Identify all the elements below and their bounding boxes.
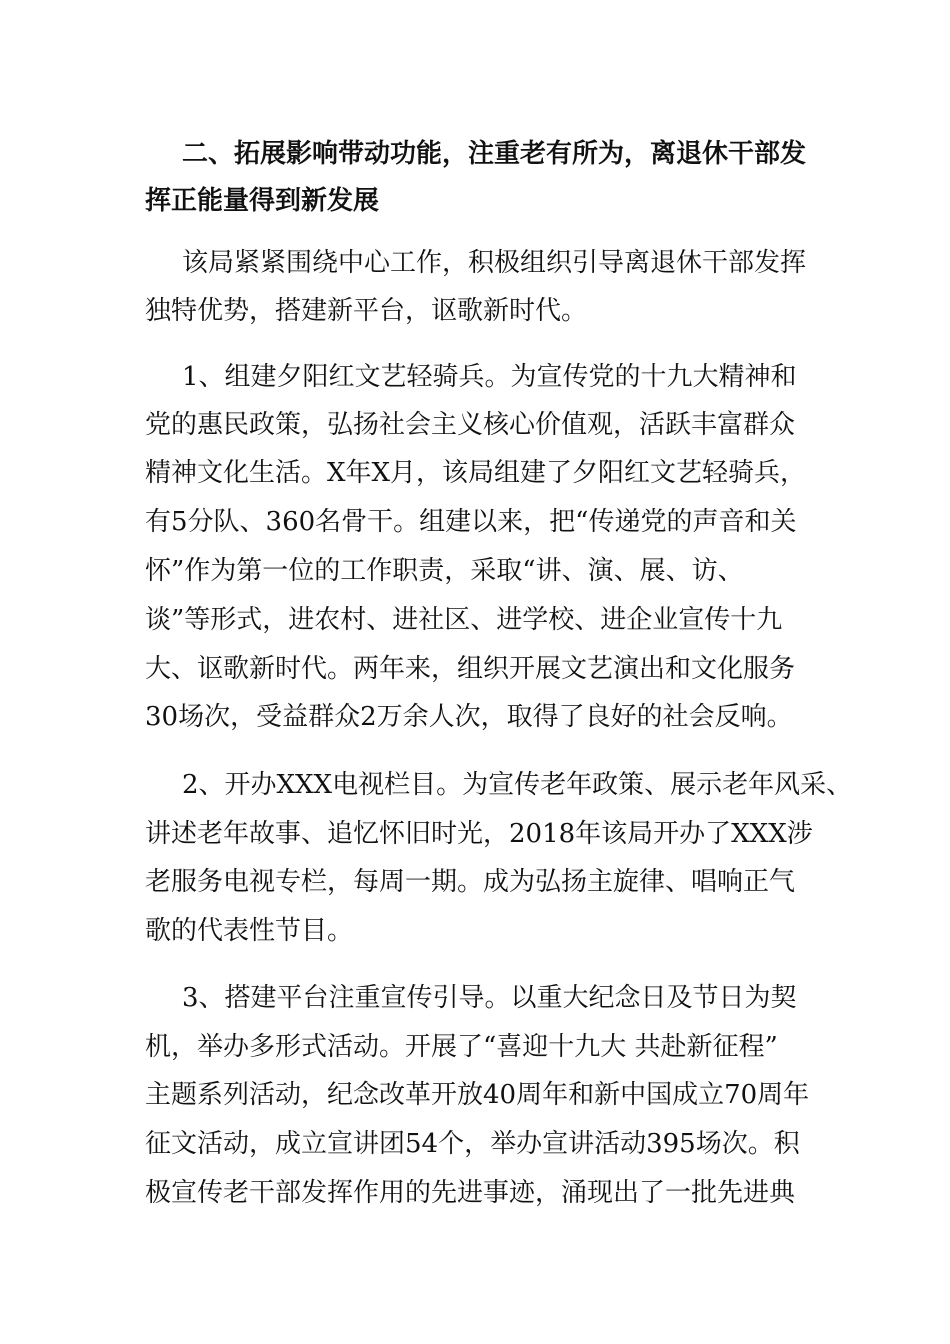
item1-paragraph-line-1: 1、组建夕阳红文艺轻骑兵。为宣传党的十九大精神和: [182, 362, 797, 392]
item2-paragraph-line-3: 老服务电视专栏，每周一期。成为弘扬主旋律、唱响正气: [145, 867, 796, 897]
intro-paragraph-line-2: 独特优势，搭建新平台，讴歌新时代。: [145, 296, 588, 326]
item1-paragraph-line-5: 怀”作为第一位的工作职责，采取“讲、演、展、访、: [145, 556, 744, 586]
section-heading-line-2: 挥正能量得到新发展: [145, 186, 380, 216]
intro-paragraph-line-1: 该局紧紧围绕中心工作，积极组织引导离退休干部发挥: [182, 248, 807, 278]
item3-paragraph-line-3: 主题系列活动，纪念改革开放40周年和新中国成立70周年: [145, 1080, 810, 1110]
item2-paragraph-line-2: 讲述老年故事、追忆怀旧时光，2018年该局开办了XXX涉: [145, 819, 813, 849]
item1-paragraph-line-3: 精神文化生活。X年X月，该局组建了夕阳红文艺轻骑兵，: [145, 458, 807, 488]
item1-paragraph-line-6: 谈”等形式，进农村、进社区、进学校、进企业宣传十九: [145, 605, 783, 635]
item2-paragraph-line-1: 2、开办XXX电视栏目。为宣传老年政策、展示老年风采、: [182, 770, 853, 800]
item1-paragraph-line-8: 30场次，受益群众2万余人次，取得了良好的社会反响。: [145, 702, 793, 732]
item1-paragraph-line-4: 有5分队、360名骨干。组建以来，把“传递党的声音和关: [145, 507, 797, 537]
item2-paragraph-line-4: 歌的代表性节目。: [145, 916, 354, 946]
item3-paragraph-line-1: 3、搭建平台注重宣传引导。以重大纪念日及节日为契: [182, 983, 797, 1013]
section-heading-line-1: 二、拓展影响带动功能，注重老有所为，离退休干部发: [182, 139, 807, 169]
item1-paragraph-line-2: 党的惠民政策，弘扬社会主义核心价值观，活跃丰富群众: [145, 410, 796, 440]
item3-paragraph-line-4: 征文活动，成立宣讲团54个，举办宣讲活动395场次。积: [145, 1129, 800, 1159]
item3-paragraph-line-2: 机，举办多形式活动。开展了“喜迎十九大 共赴新征程”: [145, 1032, 778, 1062]
item3-paragraph-line-5: 极宣传老干部发挥作用的先进事迹，涌现出了一批先进典: [145, 1178, 796, 1208]
item1-paragraph-line-7: 大、讴歌新时代。两年来，组织开展文艺演出和文化服务: [145, 654, 796, 684]
